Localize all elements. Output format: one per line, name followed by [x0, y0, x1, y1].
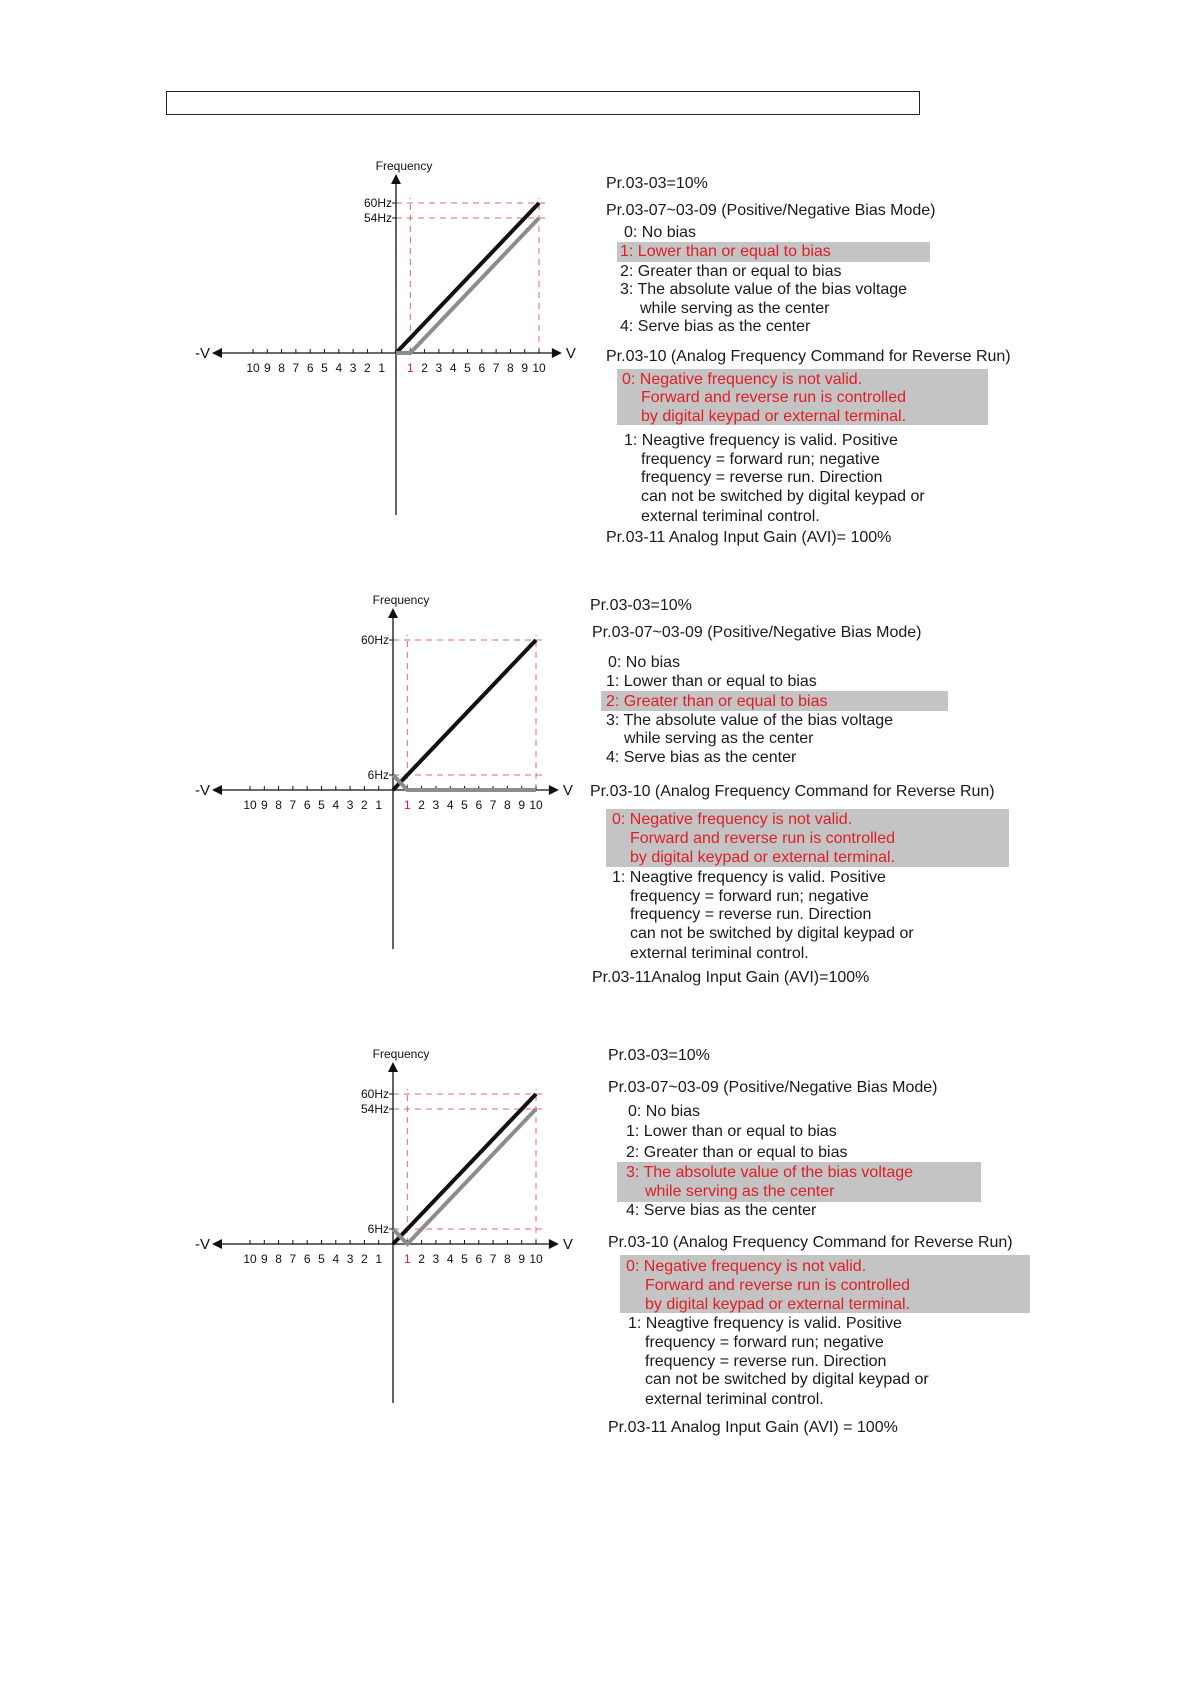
x-arrow-right: [552, 348, 562, 358]
bias-option-3: 3: The absolute value of the bias voltage: [626, 1164, 914, 1181]
x-tick-label-pos: 4: [446, 1252, 454, 1266]
y-tick-label: 54Hz: [363, 211, 392, 225]
neg-x-axis-label: -V: [195, 345, 210, 362]
param-0307: Pr.03-07~03-09 (Positive/Negative Bias Mode): [608, 1079, 938, 1096]
reverse-option-1-line2: frequency = forward run; negative: [630, 888, 869, 905]
x-axis-label: V: [565, 345, 576, 362]
x-tick-label-neg: 10: [243, 798, 257, 812]
x-tick-label-neg: 6: [306, 361, 314, 375]
x-tick-label-neg: 8: [275, 798, 282, 812]
x-tick-label-neg: 3: [346, 1252, 354, 1266]
bias-option-4: 4: Serve bias as the center: [620, 318, 811, 335]
bias-option-4: 4: Serve bias as the center: [626, 1202, 817, 1219]
x-tick-label-neg: 6: [303, 1252, 311, 1266]
chart-3: [195, 1047, 590, 1418]
bias-option-3-cont: while serving as the center: [645, 1183, 835, 1200]
bias-option-0: 0: No bias: [624, 224, 697, 241]
x-tick-label-pos: 9: [521, 361, 529, 375]
series-line-black: [393, 1094, 536, 1244]
y-axis-label: Frequency: [372, 593, 430, 607]
x-tick-label-pos: 6: [475, 1252, 483, 1266]
reverse-option-1-line4: can not be switched by digital keypad or: [641, 488, 925, 505]
x-tick-label-pos: 8: [504, 798, 511, 812]
param-0307: Pr.03-07~03-09 (Positive/Negative Bias Mode): [606, 202, 936, 219]
x-tick-label-neg: 4: [332, 798, 340, 812]
x-tick-label-neg: 6: [303, 798, 311, 812]
bias-option-2: 2: Greater than or equal to bias: [606, 693, 828, 710]
x-tick-label-pos: 5: [461, 1252, 468, 1266]
x-tick-label-neg: 7: [289, 798, 297, 812]
x-tick-label-neg: 2: [364, 361, 371, 375]
x-arrow-left: [212, 1239, 222, 1249]
reverse-option-1-line1: 1: Neagtive frequency is valid. Positive: [624, 432, 898, 449]
bias-option-3-cont: while serving as the center: [624, 730, 814, 747]
x-tick-label-neg: 8: [278, 361, 285, 375]
param-0303: Pr.03-03=10%: [590, 597, 692, 614]
x-tick-label-neg: 1: [378, 361, 386, 375]
chart-1: [195, 159, 590, 530]
neg-x-axis-label: -V: [195, 1236, 210, 1253]
x-tick-label-neg: 7: [289, 1252, 297, 1266]
bias-option-0: 0: No bias: [608, 654, 681, 671]
y-tick-label: 54Hz: [360, 1102, 389, 1116]
x-arrow-left: [212, 348, 222, 358]
x-tick-label-pos: 1: [403, 798, 411, 812]
chart-1-svg: [195, 159, 590, 530]
x-tick-label-pos: 6: [475, 798, 483, 812]
reverse-option-0-line1: 0: Negative frequency is not valid.: [612, 811, 853, 828]
param-0307: Pr.03-07~03-09 (Positive/Negative Bias Mode): [592, 624, 922, 641]
bias-option-1: 1: Lower than or equal to bias: [626, 1123, 837, 1140]
x-tick-label-neg: 5: [318, 798, 325, 812]
x-arrow-left: [212, 785, 222, 795]
x-tick-label-neg: 7: [292, 361, 300, 375]
chart-3-svg: [195, 1047, 590, 1418]
x-tick-label-pos: 3: [435, 361, 443, 375]
x-tick-label-pos: 10: [532, 361, 546, 375]
x-tick-label-pos: 7: [492, 361, 500, 375]
reverse-option-1-line4: can not be switched by digital keypad or: [645, 1371, 929, 1388]
bias-option-1: 1: Lower than or equal to bias: [606, 673, 817, 690]
param-0310: Pr.03-10 (Analog Frequency Command for Reverse Run): [608, 1234, 1013, 1251]
x-axis-label: V: [562, 1236, 573, 1253]
y-tick-label: 60Hz: [360, 633, 389, 647]
header-box: [166, 91, 920, 115]
param-0310: Pr.03-10 (Analog Frequency Command for Reverse Run): [606, 348, 1011, 365]
y-tick-label: 60Hz: [363, 196, 392, 210]
reverse-option-1-line4: can not be switched by digital keypad or: [630, 925, 914, 942]
chart-2-svg: [195, 593, 590, 964]
reverse-option-0-line3: by digital keypad or external terminal.: [630, 849, 896, 866]
x-tick-label-pos: 2: [418, 1252, 425, 1266]
x-tick-label-neg: 5: [318, 1252, 325, 1266]
x-axis-label: V: [562, 782, 573, 799]
x-tick-label-pos: 9: [518, 1252, 526, 1266]
bias-option-3-cont: while serving as the center: [640, 300, 830, 317]
reverse-option-1-line3: frequency = reverse run. Direction: [645, 1353, 887, 1370]
reverse-option-1-line5: external teriminal control.: [641, 508, 820, 525]
x-tick-label-pos: 8: [507, 361, 514, 375]
x-tick-label-pos: 3: [432, 1252, 440, 1266]
reverse-option-0-line1: 0: Negative frequency is not valid.: [622, 371, 863, 388]
y-arrow-up: [388, 1062, 398, 1072]
x-tick-label-pos: 2: [421, 361, 428, 375]
x-arrow-right: [549, 785, 559, 795]
param-0311: Pr.03-11 Analog Input Gain (AVI)= 100%: [606, 529, 892, 546]
x-tick-label-pos: 10: [529, 1252, 543, 1266]
x-tick-label-pos: 6: [478, 361, 486, 375]
x-tick-label-pos: 4: [449, 361, 457, 375]
x-tick-label-neg: 3: [346, 798, 354, 812]
x-tick-label-neg: 8: [275, 1252, 282, 1266]
param-0303: Pr.03-03=10%: [606, 175, 708, 192]
reverse-option-0-line1: 0: Negative frequency is not valid.: [626, 1258, 867, 1275]
reverse-option-0-line2: Forward and reverse run is controlled: [641, 389, 907, 406]
param-0303: Pr.03-03=10%: [608, 1047, 710, 1064]
bias-option-4: 4: Serve bias as the center: [606, 749, 797, 766]
bias-option-1: 1: Lower than or equal to bias: [620, 243, 831, 260]
reverse-option-0-line2: Forward and reverse run is controlled: [645, 1277, 911, 1294]
x-tick-label-pos: 5: [464, 361, 471, 375]
y-axis-label: Frequency: [372, 1047, 430, 1061]
reverse-option-1-line1: 1: Neagtive frequency is valid. Positive: [628, 1315, 902, 1332]
y-tick-label: 6Hz: [367, 1222, 389, 1236]
x-tick-label-pos: 7: [489, 798, 497, 812]
x-tick-label-pos: 3: [432, 798, 440, 812]
x-tick-label-pos: 9: [518, 798, 526, 812]
param-0310: Pr.03-10 (Analog Frequency Command for Reverse Run): [590, 783, 995, 800]
x-tick-label-neg: 3: [349, 361, 357, 375]
reverse-option-1-line3: frequency = reverse run. Direction: [630, 906, 872, 923]
x-tick-label-neg: 9: [260, 798, 268, 812]
bias-option-3: 3: The absolute value of the bias voltage: [606, 712, 894, 729]
bias-option-3: 3: The absolute value of the bias voltage: [620, 281, 908, 298]
neg-x-axis-label: -V: [195, 782, 210, 799]
x-tick-label-pos: 10: [529, 798, 543, 812]
x-tick-label-neg: 2: [361, 798, 368, 812]
y-arrow-up: [391, 174, 401, 184]
series-line-black: [396, 203, 539, 353]
reverse-option-1-line5: external teriminal control.: [645, 1391, 824, 1408]
x-tick-label-pos: 1: [403, 1252, 411, 1266]
x-tick-label-neg: 9: [263, 361, 271, 375]
y-arrow-up: [388, 608, 398, 618]
reverse-option-0-line2: Forward and reverse run is controlled: [630, 830, 896, 847]
reverse-option-1-line2: frequency = forward run; negative: [641, 451, 880, 468]
x-arrow-right: [549, 1239, 559, 1249]
x-tick-label-neg: 2: [361, 1252, 368, 1266]
reverse-option-1-line2: frequency = forward run; negative: [645, 1334, 884, 1351]
x-tick-label-pos: 7: [489, 1252, 497, 1266]
bias-option-2: 2: Greater than or equal to bias: [620, 263, 842, 280]
param-0311: Pr.03-11Analog Input Gain (AVI)=100%: [592, 969, 870, 986]
reverse-option-1-line3: frequency = reverse run. Direction: [641, 469, 883, 486]
x-tick-label-neg: 1: [375, 1252, 383, 1266]
bias-option-0: 0: No bias: [628, 1103, 701, 1120]
x-tick-label-neg: 5: [321, 361, 328, 375]
y-axis-label: Frequency: [375, 159, 433, 173]
reverse-option-1-line5: external teriminal control.: [630, 945, 809, 962]
reverse-option-0-line3: by digital keypad or external terminal.: [641, 408, 907, 425]
series-line-black: [393, 640, 536, 790]
bias-option-2: 2: Greater than or equal to bias: [626, 1144, 848, 1161]
x-tick-label-pos: 5: [461, 798, 468, 812]
x-tick-label-pos: 4: [446, 798, 454, 812]
x-tick-label-pos: 2: [418, 798, 425, 812]
x-tick-label-neg: 9: [260, 1252, 268, 1266]
reverse-option-1-line1: 1: Neagtive frequency is valid. Positive: [612, 869, 886, 886]
x-tick-label-pos: 1: [406, 361, 414, 375]
x-tick-label-neg: 10: [246, 361, 260, 375]
y-tick-label: 60Hz: [360, 1087, 389, 1101]
x-tick-label-neg: 1: [375, 798, 383, 812]
param-0311: Pr.03-11 Analog Input Gain (AVI) = 100%: [608, 1419, 898, 1436]
x-tick-label-neg: 4: [335, 361, 343, 375]
x-tick-label-neg: 4: [332, 1252, 340, 1266]
reverse-option-0-line3: by digital keypad or external terminal.: [645, 1296, 911, 1313]
y-tick-label: 6Hz: [367, 768, 389, 782]
x-tick-label-pos: 8: [504, 1252, 511, 1266]
chart-2: [195, 593, 590, 964]
x-tick-label-neg: 10: [243, 1252, 257, 1266]
